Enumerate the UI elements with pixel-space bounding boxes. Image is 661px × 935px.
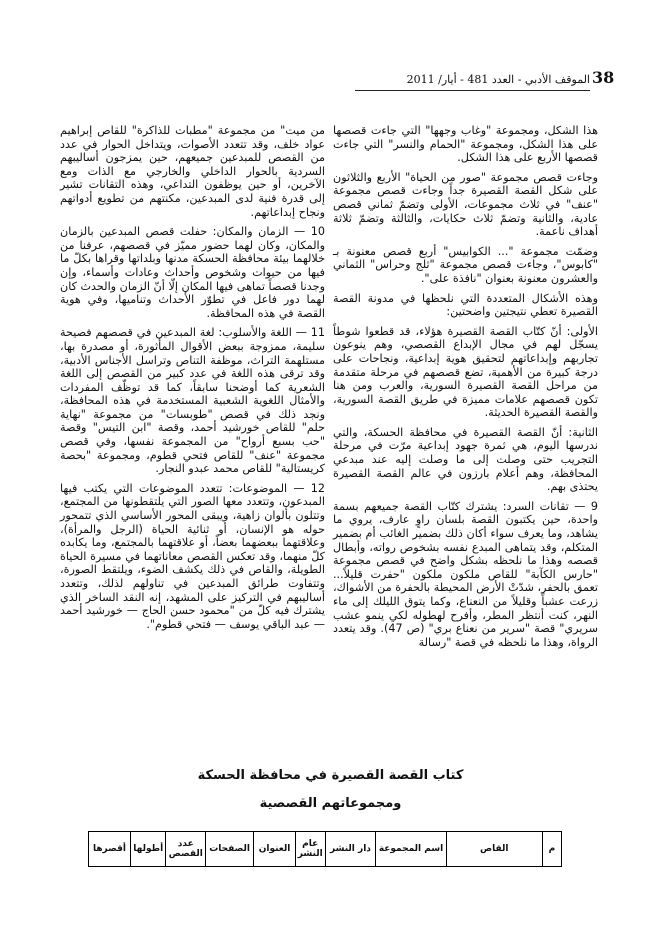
paragraph: وهذه الأشكال المتعددة التي نلحظها في مدونة القصة القصيرة تعطي نتيجتين واضحتين:	[333, 291, 598, 319]
header-cell: أقصرها	[89, 832, 131, 867]
table-header-row	[89, 832, 562, 867]
paragraph: وضمّت مجموعة "... الكوابيس" أربع قصص معنونة بـ "كابوس"، وجاءت قصص مجموعة "ثلج وحراس" الثماني والعشرون معنونة بعنوان "نافذة على".	[333, 244, 598, 285]
header-cell: عدد القصص	[166, 832, 206, 867]
header-cell: الصفحات	[206, 832, 254, 867]
paragraph: الثانية: أنّ القصة القصيرة في محافظة الحسكة، والتي ندرسها اليوم، هي ثمرة جهود إبداعية مرّت في مرحلة التجريب حتى وصلت إلى ما وصلت إليه عند مبدعي المحافظة، وهم أعلام بارزون في عالم القصة القصيرة يحتذى بهم.	[333, 425, 598, 494]
header-cell: أطولها	[130, 832, 166, 867]
authors-table	[88, 831, 562, 867]
header-cell: عام النشر	[295, 832, 325, 867]
paragraph: وجاءت قصص مجموعة "صور من الحياة" الأربع والثلاثون على شكل القصة القصيرة جداً وجاءت قصص مجموعة "عنف" في ثلاث مجموعات، الأولى وتضمّ ثماني قصص عادية، والثانية وتضمّ ثلاث حكايات، والثالثة وتضمّ ثلاثة أهداف ناعمة.	[333, 170, 598, 239]
header-rule	[355, 90, 590, 91]
running-head: الموقف الأدبي - العدد 481 - أيار/ 2011	[406, 73, 590, 86]
page-number: 38	[592, 68, 615, 87]
table-subtitle: ومجموعاتهم القصصية	[259, 796, 402, 811]
paragraph: 11 — اللغة والأسلوب: لغة المبدعين في قصصهم فصيحة سليمة، ممزوجة ببعض الأقوال المأثورة، أو مصدرة بها، مستلهمة التراث، موظفة التناص وتراسل الأجناس الأدبية، وقد ترقى هذه اللغة في عدد كبير من القصص إلى اللغة الشعرية كما أوضحنا سابقاً، كما قد توظّف المفردات والأمثال اللغوية الشعبية المستخدمة في هذه المحافظة، ونجد ذلك في قصص "طوبسات" من مجموعة "نهاية حلم" للقاص خورشيد أحمد، وقصة "ابن التيس" وقصة "حب بسبع أرواح" من المجموعة نفسها، وفي قصص مجموعة "عنف" للقاص فتحي قطوم، ومجموعة "بحصة كريستالية" للقاص محمد عبدو النجار.	[60, 326, 325, 476]
page-header	[355, 70, 590, 90]
paragraph: 10 — الزمان والمكان: حفلت قصص المبدعين بالزمان والمكان، وكان لهما حضور مميّز في قصصهم، عرفنا من خلالهما بيئة محافظة الحسكة مدنها وبلداتها وقراها بكلّ ما فيها من حيوات وشخوص وأحداث وعادات وأسماء، وإن وجدنا قصصاً تماهى فيها المكان إلّا أنّ الزمان والحدث كان لهما دور فاعل في تطوّر الأحداث وتناميها، وفي هوية القصة في هذه المحافظة.	[60, 225, 325, 320]
header-cell: م	[542, 832, 561, 867]
paragraph: هذا الشكل، ومجموعة "وغاب وجهها" التي جاءت قصصها على هذا الشكل، ومجموعة "الحمام والنسر" التي جاءت قصصها الأربع على هذا الشكل.	[333, 124, 598, 165]
header-cell: القاص	[446, 832, 542, 867]
header-cell: دار النشر	[325, 832, 376, 867]
right-column	[333, 124, 598, 655]
left-column	[60, 124, 325, 637]
header-cell: العنوان	[254, 832, 296, 867]
paragraph: 9 — تقانات السرد: يشترك كتّاب القصة جميعهم بسمة واحدة، حين يكتبون القصة بلسان راوٍ عارف، يروي ما يشاهد، وما يعرف سواء أكان ذلك بضمير الغائب أم بضمير المتكلم، وقد يتماهى المبدع نفسه بشخوص رواته، وأبطال قصصه وهذا ما نلحظه بشكل واضح في قصص مجموعة "حارس الكآبة" للقاص ملكون ملكون "حفرت قليلاً... تعمق بالحفر، شدّتْ الأرض المحيطة بالحفرة من الأشواك، زرعت عشباً وقليلاً من النعناع، وكما يتوق الليلك إلى ماء النهر، كنت أنتظر المطر، وأفرح لهطوله لكي ينمو عشب سريري" قصة "سرير من نعناع بري" (ص 47). وقد يتعدد الرواة، وهذا ما نلحظه في قصة "رسالة	[333, 499, 599, 649]
paragraph: الأولى: أنّ كتّاب القصة القصيرة هؤلاء، قد قطعوا شوطاً يسجّل لهم في مجال الإبداع القصصي، وهم ينوعون تجاربهم وإبداعاتهم لتحقيق هوية إبداعية، ونجاحات على درجة كبيرة من الأهمية، تضع قصصهم في مرحلة متقدمة من مراحل القصة القصيرة السورية، والعرب ومن هنا تكون قصصهم علامات مميزة في طريق القصة السورية، والقصة القصيرة الحديثة.	[333, 324, 598, 420]
header-cell: اسم المجموعة	[376, 832, 446, 867]
paragraph: 12 — الموضوعات: تتعدد الموضوعات التي يكتب فيها المبدعون، وتتعدد معها الصور التي يلتقطونها من المجتمع، وتتلون بألوان زاهية، ويبقى المحور الأساسي الذي تتمحور حوله هو الإنسان، أو ثنائية الحياة (الرجل والمرأة)، وعلاقتهما ببعضهما بعضاً، أو علاقتهما بالمجتمع، وما يكابده كلّ منهما، وقد تعكس القصص معاناتهما في مسيرة الحياة الطويلة، والقاص في ذلك يكشف الضوء، ويلتقط الصورة، وتتفاوت طرائق المبدعين في تناولهم لذلك، وتتعدد أساليبهم في التركيز على المشهد، إنه النقد الساخر الذي يشترك فيه كلّ من "محمود حسن الحاج — خورشيد أحمد — عبد الباقي يوسف — فتحي قطوم".	[60, 481, 325, 631]
paragraph: من ميت" من مجموعة "مطبات للذاكرة" للقاص إبراهيم عواد خلف، وقد تتعدد الأصوات، ويتداخل الحوار في عدد من القصص للمبدعين جميعهم، حين يمزجون أساليبهم السردية بالحوار الداخلي والخارجي مع الذات ومع الآخرين، أو حين يوظفون التداعي، وهذه التقانات تشير إلى قدرة فنية لدى المبدعين، مكنتهم من تطويع أدواتهم ونجاح إبداعاتهم.	[60, 124, 325, 219]
table-title: كتاب القصة القصيرة في محافظة الحسكة	[197, 768, 464, 783]
